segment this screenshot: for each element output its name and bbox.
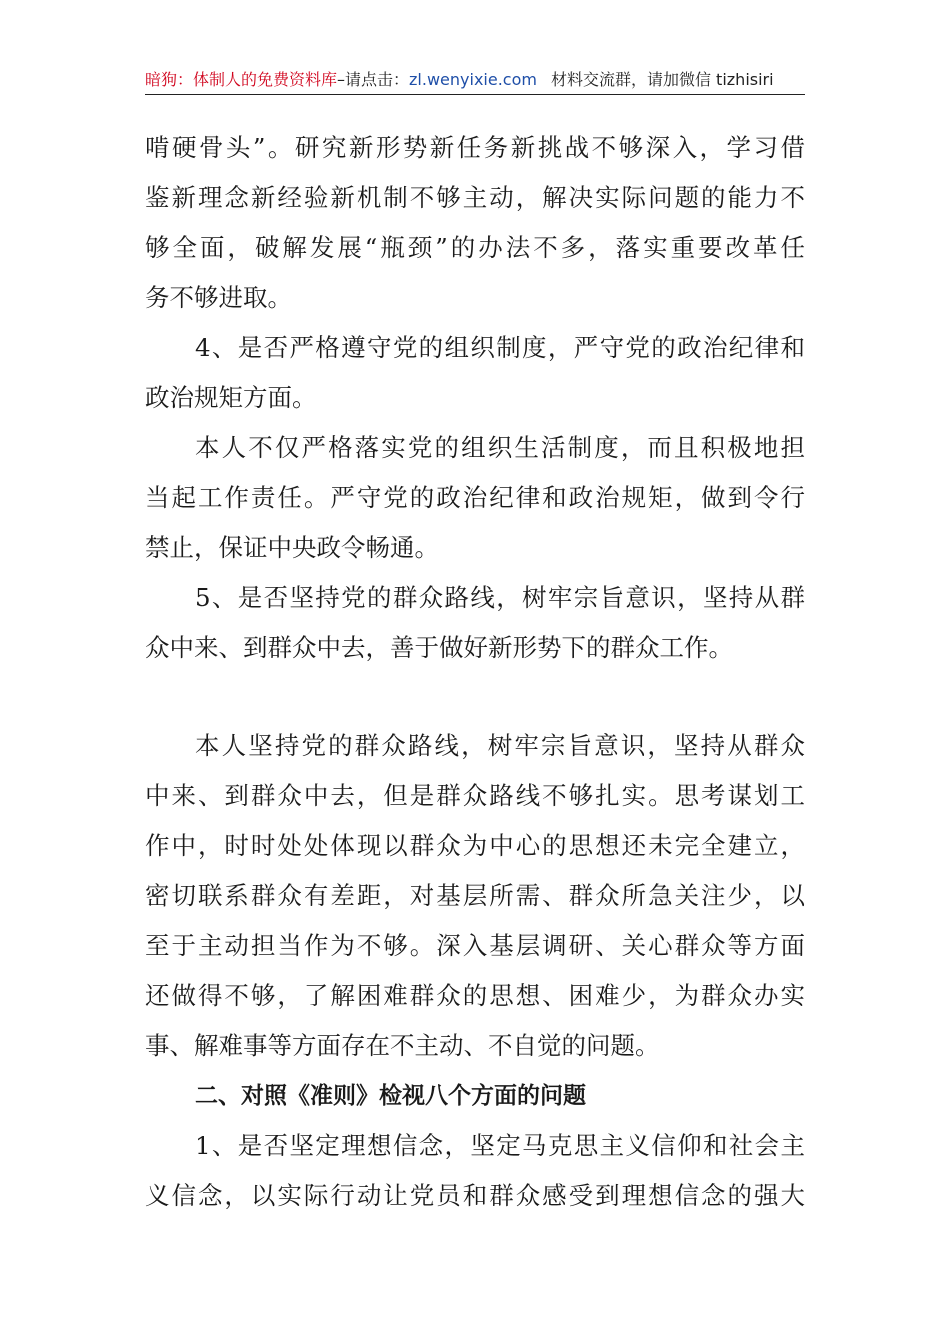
section-heading-2: 二、对照《准则》检视八个方面的问题: [195, 1083, 586, 1109]
body-line: 中来、到群众中去，但是群众路线不够扎实。思考谋划工: [145, 781, 805, 810]
body-line: 够全面，破解发展“瓶颈”的办法不多，落实重要改革任: [145, 233, 805, 262]
paragraph-start: 本人坚持党的群众路线，树牢宗旨意识，坚持从群众: [195, 731, 805, 760]
body-line: 禁止，保证中央政令畅通。: [145, 533, 439, 562]
body-line: 至于主动担当作为不够。深入基层调研、关心群众等方面: [145, 931, 805, 960]
header-click-prompt: –请点击：: [337, 70, 410, 89]
body-line: 还做得不够，了解困难群众的思想、困难少，为群众办实: [145, 981, 805, 1010]
section-item-1: 1、是否坚定理想信念，坚定马克思主义信仰和社会主: [195, 1131, 805, 1160]
body-line: 务不够进取。: [145, 283, 292, 312]
header-url-link[interactable]: zl.wenyixie.com: [409, 70, 537, 89]
header-brand: 暗狗：体制人的免费资料库: [145, 70, 338, 89]
body-line: 密切联系群众有差距，对基层所需、群众所急关注少，以: [145, 881, 805, 910]
body-line: 政治规矩方面。: [145, 383, 317, 412]
body-line: 作中，时时处处体现以群众为中心的思想还未完全建立，: [145, 831, 805, 860]
body-line: 当起工作责任。严守党的政治纪律和政治规矩，做到令行: [145, 483, 805, 512]
section-item-4: 4、是否严格遵守党的组织制度，严守党的政治纪律和: [195, 333, 805, 362]
header-wechat-note: 材料交流群，请加微信 tizhisiri: [550, 70, 774, 89]
body-line: 事、解难事等方面存在不主动、不自觉的问题。: [145, 1031, 660, 1060]
body-line: 鉴新理念新经验新机制不够主动，解决实际问题的能力不: [145, 183, 805, 212]
paragraph-start: 本人不仅严格落实党的组织生活制度，而且积极地担: [195, 433, 805, 462]
section-item-5: 5、是否坚持党的群众路线，树牢宗旨意识，坚持从群: [195, 583, 805, 612]
page-header: [145, 66, 805, 95]
body-line: 啃硬骨头”。研究新形势新任务新挑战不够深入，学习借: [145, 133, 805, 162]
body-line: 众中来、到群众中去，善于做好新形势下的群众工作。: [145, 633, 733, 662]
body-line: 义信念，以实际行动让党员和群众感受到理想信念的强大: [145, 1181, 805, 1210]
